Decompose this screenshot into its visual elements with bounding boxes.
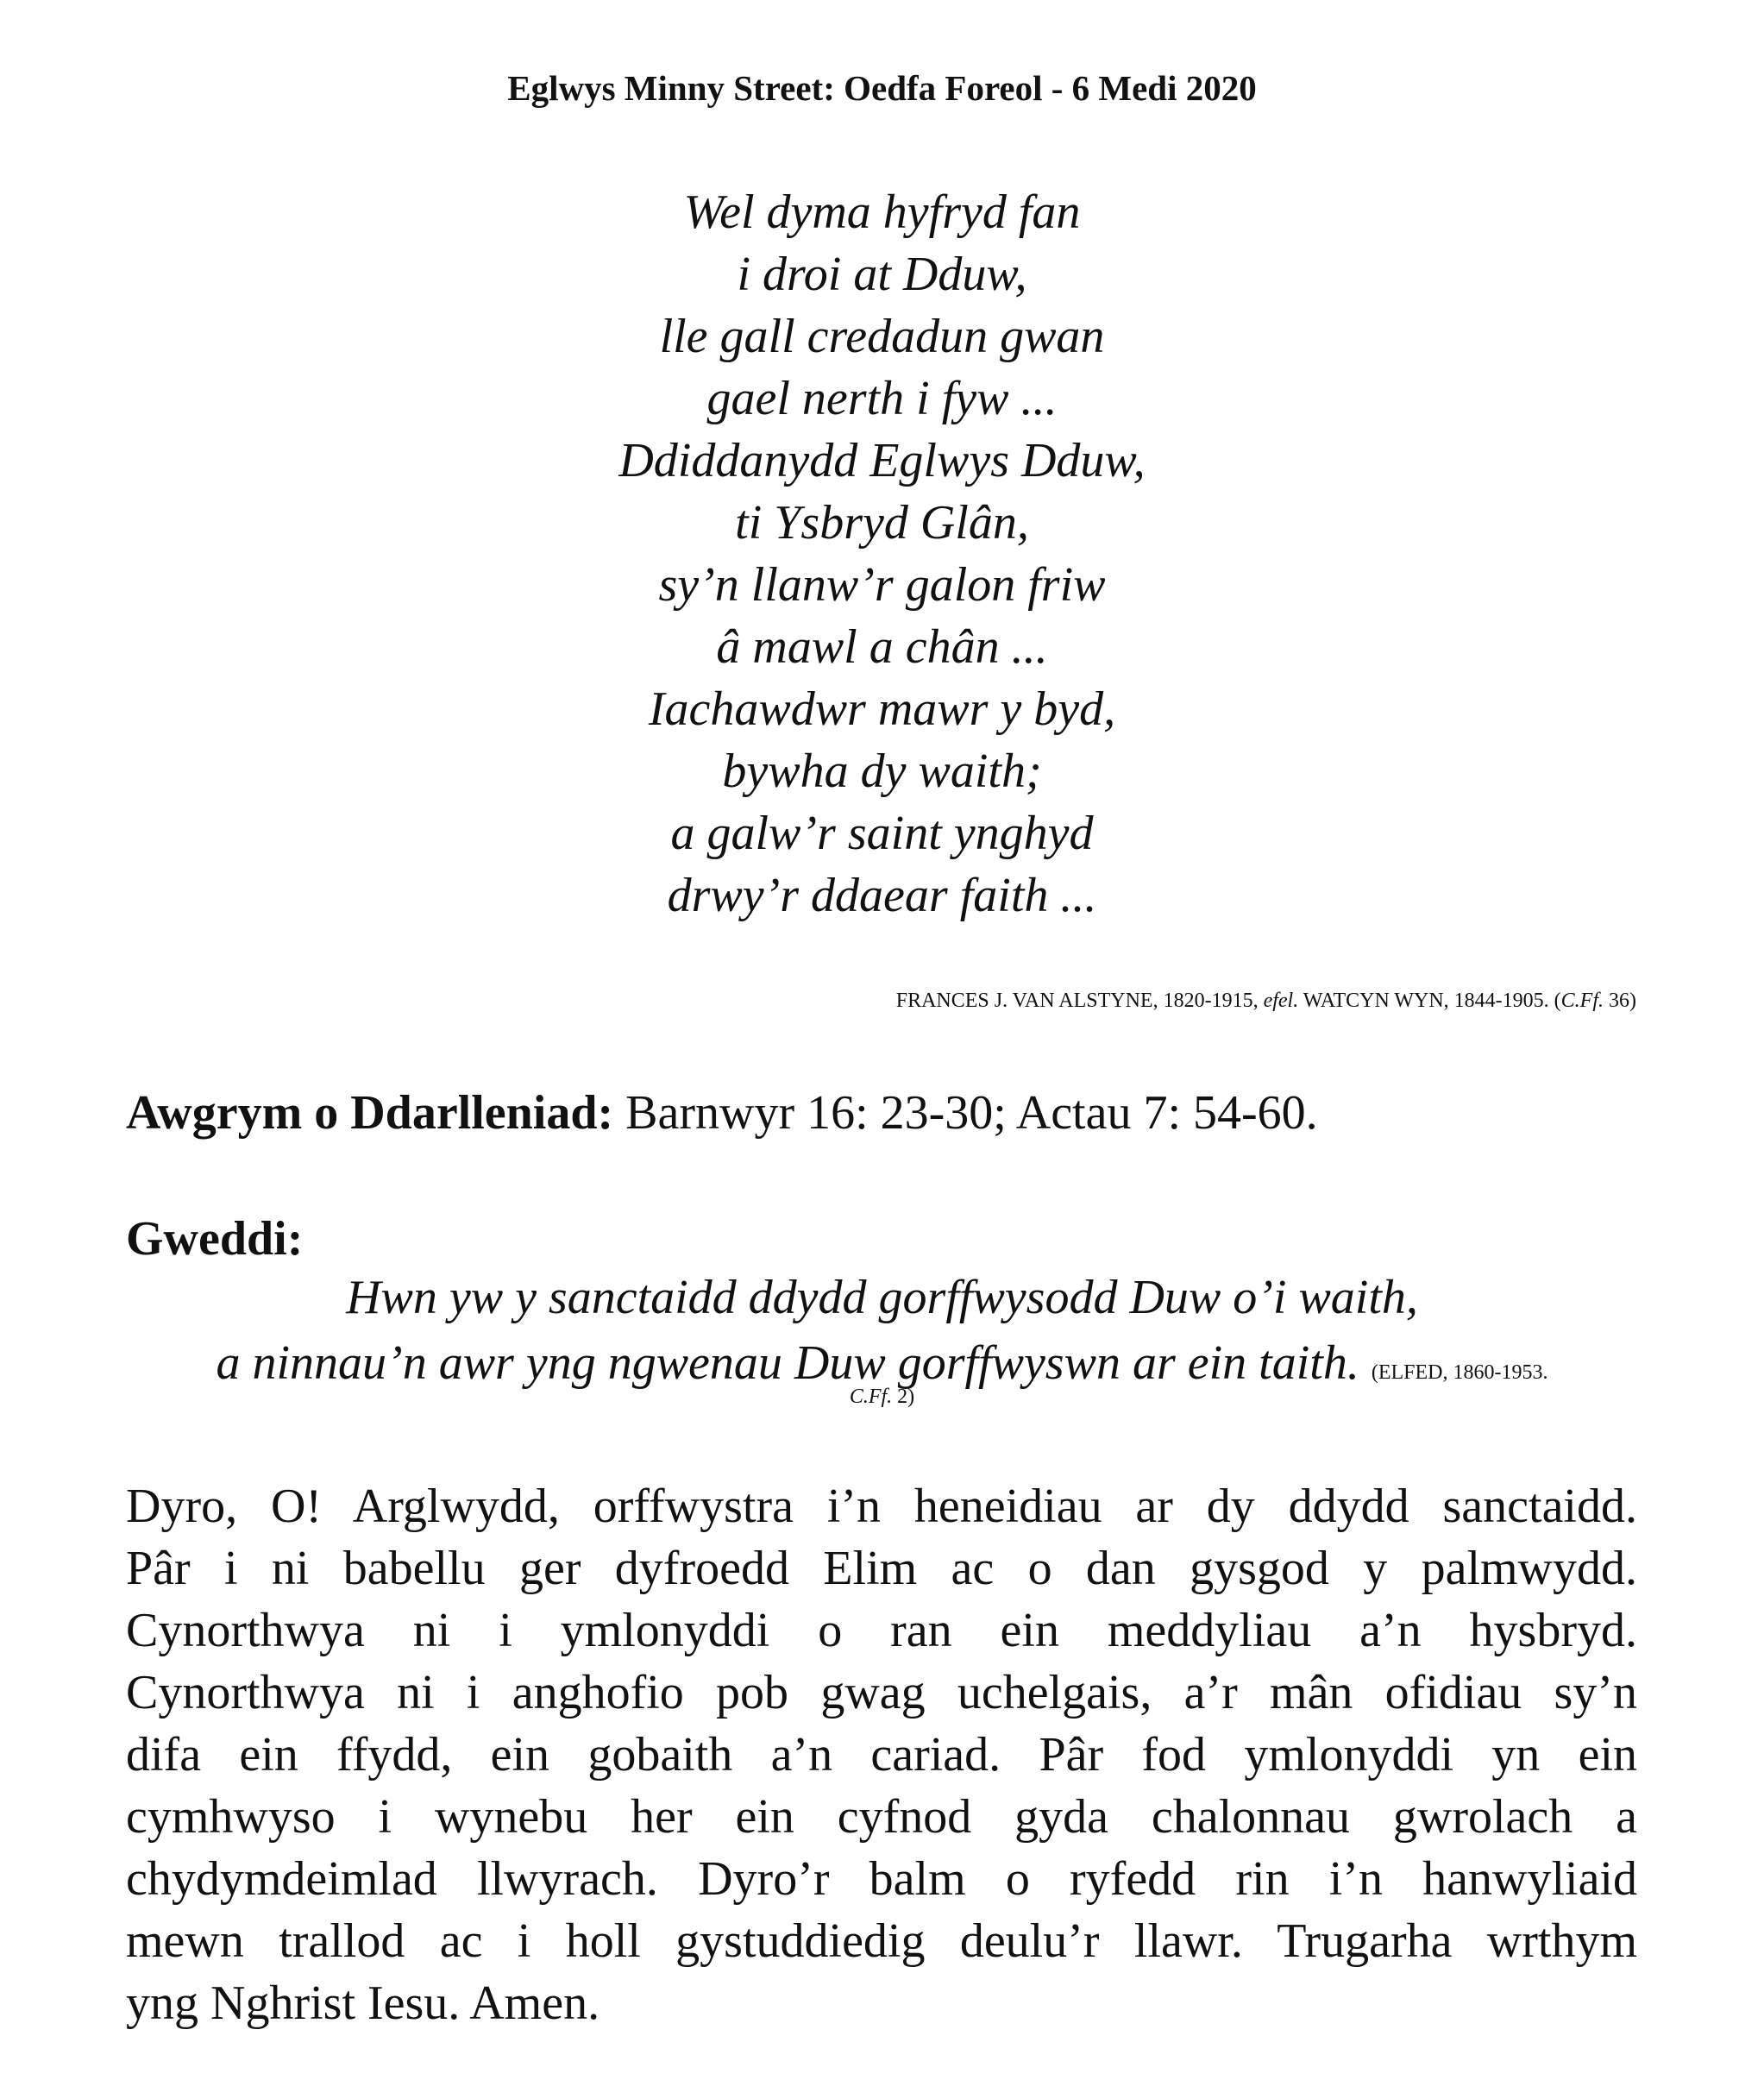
verse-line: a ninnau’n awr yng ngwenau Duw gorffwyswn ar ein taith. bbox=[216, 1336, 1359, 1390]
prayer-heading: Gweddi: bbox=[126, 1212, 304, 1266]
hymn-line: a galw’r saint ynghyd bbox=[670, 807, 1094, 860]
prayer-line: difa ein ffydd, ein gobaith a’n cariad. Pâr fod ymlonyddi yn ein bbox=[126, 1728, 1637, 1782]
hymn-line: drwy’r ddaear faith ... bbox=[667, 869, 1097, 922]
prayer-line: yng Nghrist Iesu. Amen. bbox=[126, 1976, 600, 2030]
verse-line: Hwn yw y sanctaidd ddydd gorffwysodd Duw o’i waith, bbox=[346, 1271, 1418, 1324]
hymn-line: Ddiddanydd Eglwys Dduw, bbox=[618, 434, 1146, 487]
hymn-attribution bbox=[896, 983, 1636, 1018]
hymn-verse bbox=[0, 181, 1764, 927]
reading-label: Awgrym o Ddarlleniad: bbox=[126, 1086, 614, 1140]
prayer-line: chydymdeimlad llwyrach. Dyro’r balm o ryfedd rin i’n hanwyliaid bbox=[126, 1852, 1637, 1906]
page-title: Eglwys Minny Street: Oedfa Foreol - 6 Medi 2020 bbox=[507, 68, 1257, 108]
attribution-efel: efel. bbox=[1263, 990, 1299, 1012]
hymn-line: lle gall credadun gwan bbox=[659, 310, 1105, 363]
prayer-line: Cynorthwya ni i ymlonyddi o ran ein meddyliau a’n hysbryd. bbox=[126, 1604, 1637, 1657]
prayer-line: Dyro, O! Arglwydd, orffwystra i’n heneidiau ar dy ddydd sanctaidd. bbox=[126, 1480, 1637, 1533]
prayer-line: Pâr i ni babellu ger dyfroedd Elim ac o dan gysgod y palmwydd. bbox=[126, 1542, 1637, 1595]
reading-text: Barnwyr 16: 23-30; Actau 7: 54-60. bbox=[613, 1086, 1318, 1140]
hymn-line: â mawl a chân ... bbox=[716, 620, 1048, 674]
reading-suggestion bbox=[126, 1078, 1318, 1147]
hymn-line: gael nerth i fyw ... bbox=[706, 372, 1058, 425]
prayer-line: mewn trallod ac i holl gystuddiedig deulu’r llawr. Trugarha wrthym bbox=[126, 1914, 1637, 1968]
verse-cite-number: 2) bbox=[892, 1386, 915, 1408]
hymn-line: sy’n llanw’r galon friw bbox=[658, 558, 1106, 612]
hymn-line: i droi at Dduw, bbox=[737, 248, 1027, 301]
verse-citation: (ELFED, 1860-1953. bbox=[1371, 1361, 1548, 1384]
attribution-book: C.Ff. bbox=[1560, 990, 1604, 1012]
prayer-body bbox=[126, 1475, 1637, 2034]
verse-citation-continued bbox=[0, 1384, 1764, 1410]
prayer-line: cymhwyso i wynebu her ein cyfnod gyda chalonnau gwrolach a bbox=[126, 1790, 1637, 1844]
hymn-line: bywha dy waith; bbox=[722, 745, 1042, 798]
attribution-translator: WATCYN WYN, 1844-1905. ( bbox=[1298, 990, 1561, 1012]
verse-cite-book: C.Ff. bbox=[849, 1386, 893, 1408]
hymn-line: Iachawdwr mawr y byd, bbox=[648, 682, 1116, 736]
hymn-line: ti Ysbryd Glân, bbox=[735, 496, 1029, 550]
attribution-number: 36) bbox=[1604, 990, 1636, 1012]
attribution-author: FRANCES J. VAN ALSTYNE, 1820-1915, bbox=[895, 990, 1264, 1012]
prayer-line: Cynorthwya ni i anghofio pob gwag uchelgais, a’r mân ofidiau sy’n bbox=[126, 1666, 1637, 1719]
hymn-line: Wel dyma hyfryd fan bbox=[683, 185, 1081, 239]
